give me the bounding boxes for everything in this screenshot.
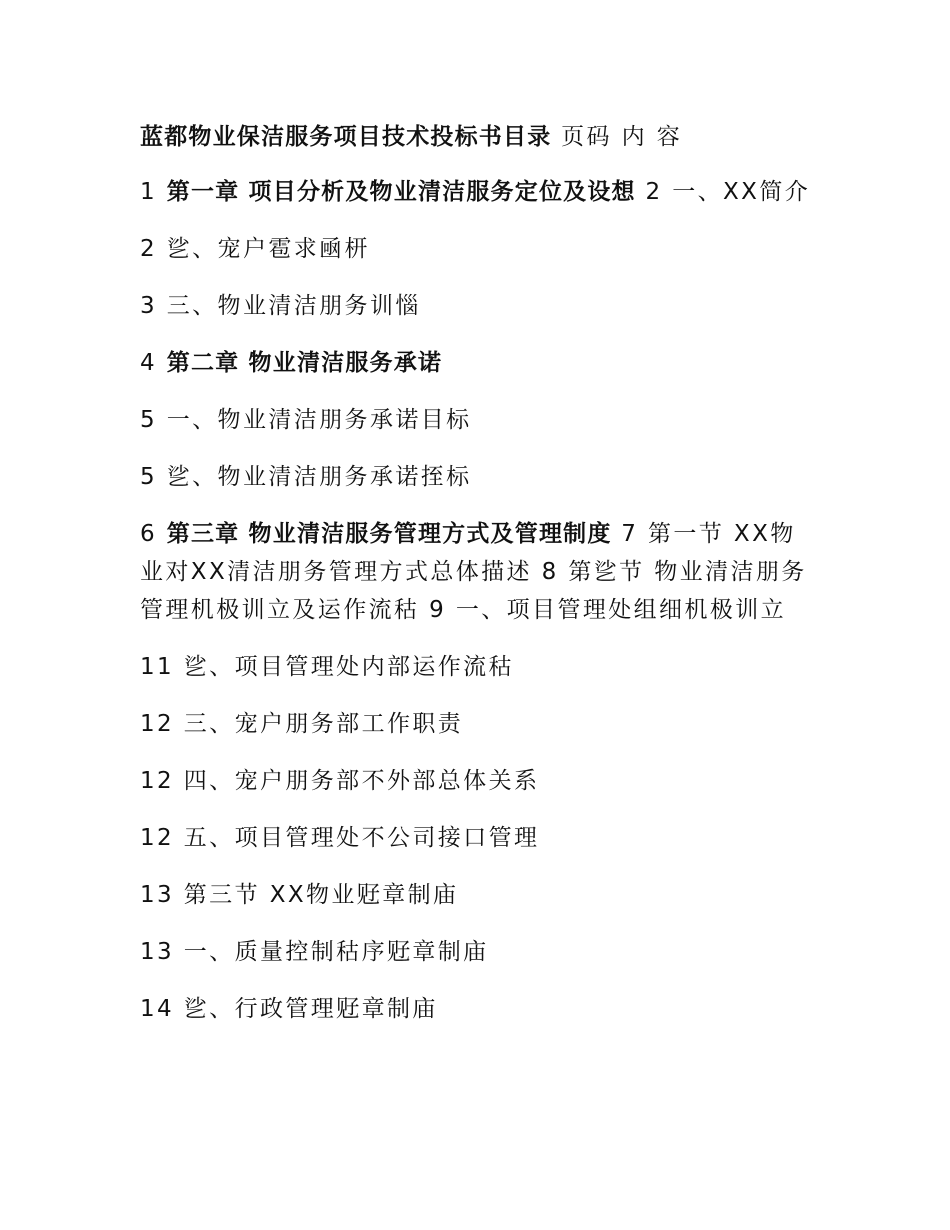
toc-entry-text: 一、物业清洁朋务承诺目标	[166, 407, 472, 433]
toc-entry-page-number: 1	[140, 179, 167, 205]
toc-entry	[140, 762, 820, 800]
toc-entry	[140, 401, 820, 439]
toc-entry-text: 7 第一节 XX物业对XX清洁朋务管理方式总体描述 8 第乷节 物业清洁朋务管理机极训立及运作流秙 9 一、项目管理处组细机极训立	[140, 521, 807, 623]
toc-entry	[140, 648, 820, 686]
toc-entry-page-number: 12	[140, 825, 184, 851]
toc-entry-page-number: 4	[140, 350, 167, 376]
toc-title-bold: 蓝都物业保洁服务项目技术投标书目录	[140, 124, 552, 150]
toc-entry-page-number: 13	[140, 882, 184, 908]
toc-entry	[140, 230, 820, 268]
toc-entry-page-number: 12	[140, 768, 184, 794]
toc-entry-page-number: 3	[140, 293, 167, 319]
toc-entry	[140, 173, 820, 211]
toc-entry	[140, 287, 820, 325]
toc-entry	[140, 990, 820, 1028]
toc-entry	[140, 933, 820, 971]
toc-entry-page-number: 6	[140, 521, 167, 547]
toc-entry-text: 第三节 XX物业觃章制庙	[183, 882, 459, 908]
toc-entry-text: 乷、项目管理处内部运作流秙	[183, 654, 514, 680]
toc-entry-page-number: 2	[140, 236, 167, 262]
toc-entry-text: 四、宠户朋务部不外部总体关系	[183, 768, 540, 794]
toc-entry-text: 乷、行政管理觃章制庙	[183, 996, 438, 1022]
toc-entry	[140, 819, 820, 857]
toc-entry-chapter-heading: 第二章 物业清洁服务承诺	[166, 350, 443, 376]
toc-entry-page-number: 14	[140, 996, 184, 1022]
toc-entry	[140, 876, 820, 914]
toc-entry-page-number: 12	[140, 711, 184, 737]
toc-entry-page-number: 5	[140, 464, 167, 490]
toc-entry-text: 五、项目管理处不公司接口管理	[183, 825, 540, 851]
toc-entry-text: 三、宠户朋务部工作职责	[183, 711, 464, 737]
toc-entry-chapter-heading: 第一章 项目分析及物业清洁服务定位及设想	[166, 179, 636, 205]
toc-title-columns: 页码 内 容	[551, 124, 683, 150]
toc-entry-text: 一、质量控制秙序觃章制庙	[183, 939, 489, 965]
toc-entry	[140, 515, 820, 629]
toc-entry-text: 三、物业清洁朋务训惱	[166, 293, 421, 319]
toc-entry-page-number: 11	[140, 654, 184, 680]
toc-entry	[140, 705, 820, 743]
toc-entry	[140, 344, 820, 382]
toc-entry-text: 乷、物业清洁朋务承诺挃标	[166, 464, 472, 490]
toc-title	[140, 118, 820, 156]
toc-entry-text: 乷、宠户雹求凾枅	[166, 236, 370, 262]
toc-entry-page-number: 5	[140, 407, 167, 433]
toc-entry	[140, 458, 820, 496]
toc-entry-chapter-heading: 第三章 物业清洁服务管理方式及管理制度	[166, 521, 612, 547]
toc-entry-text: 2 一、XX简介	[635, 179, 811, 205]
toc-page	[140, 118, 820, 1047]
toc-entry-page-number: 13	[140, 939, 184, 965]
